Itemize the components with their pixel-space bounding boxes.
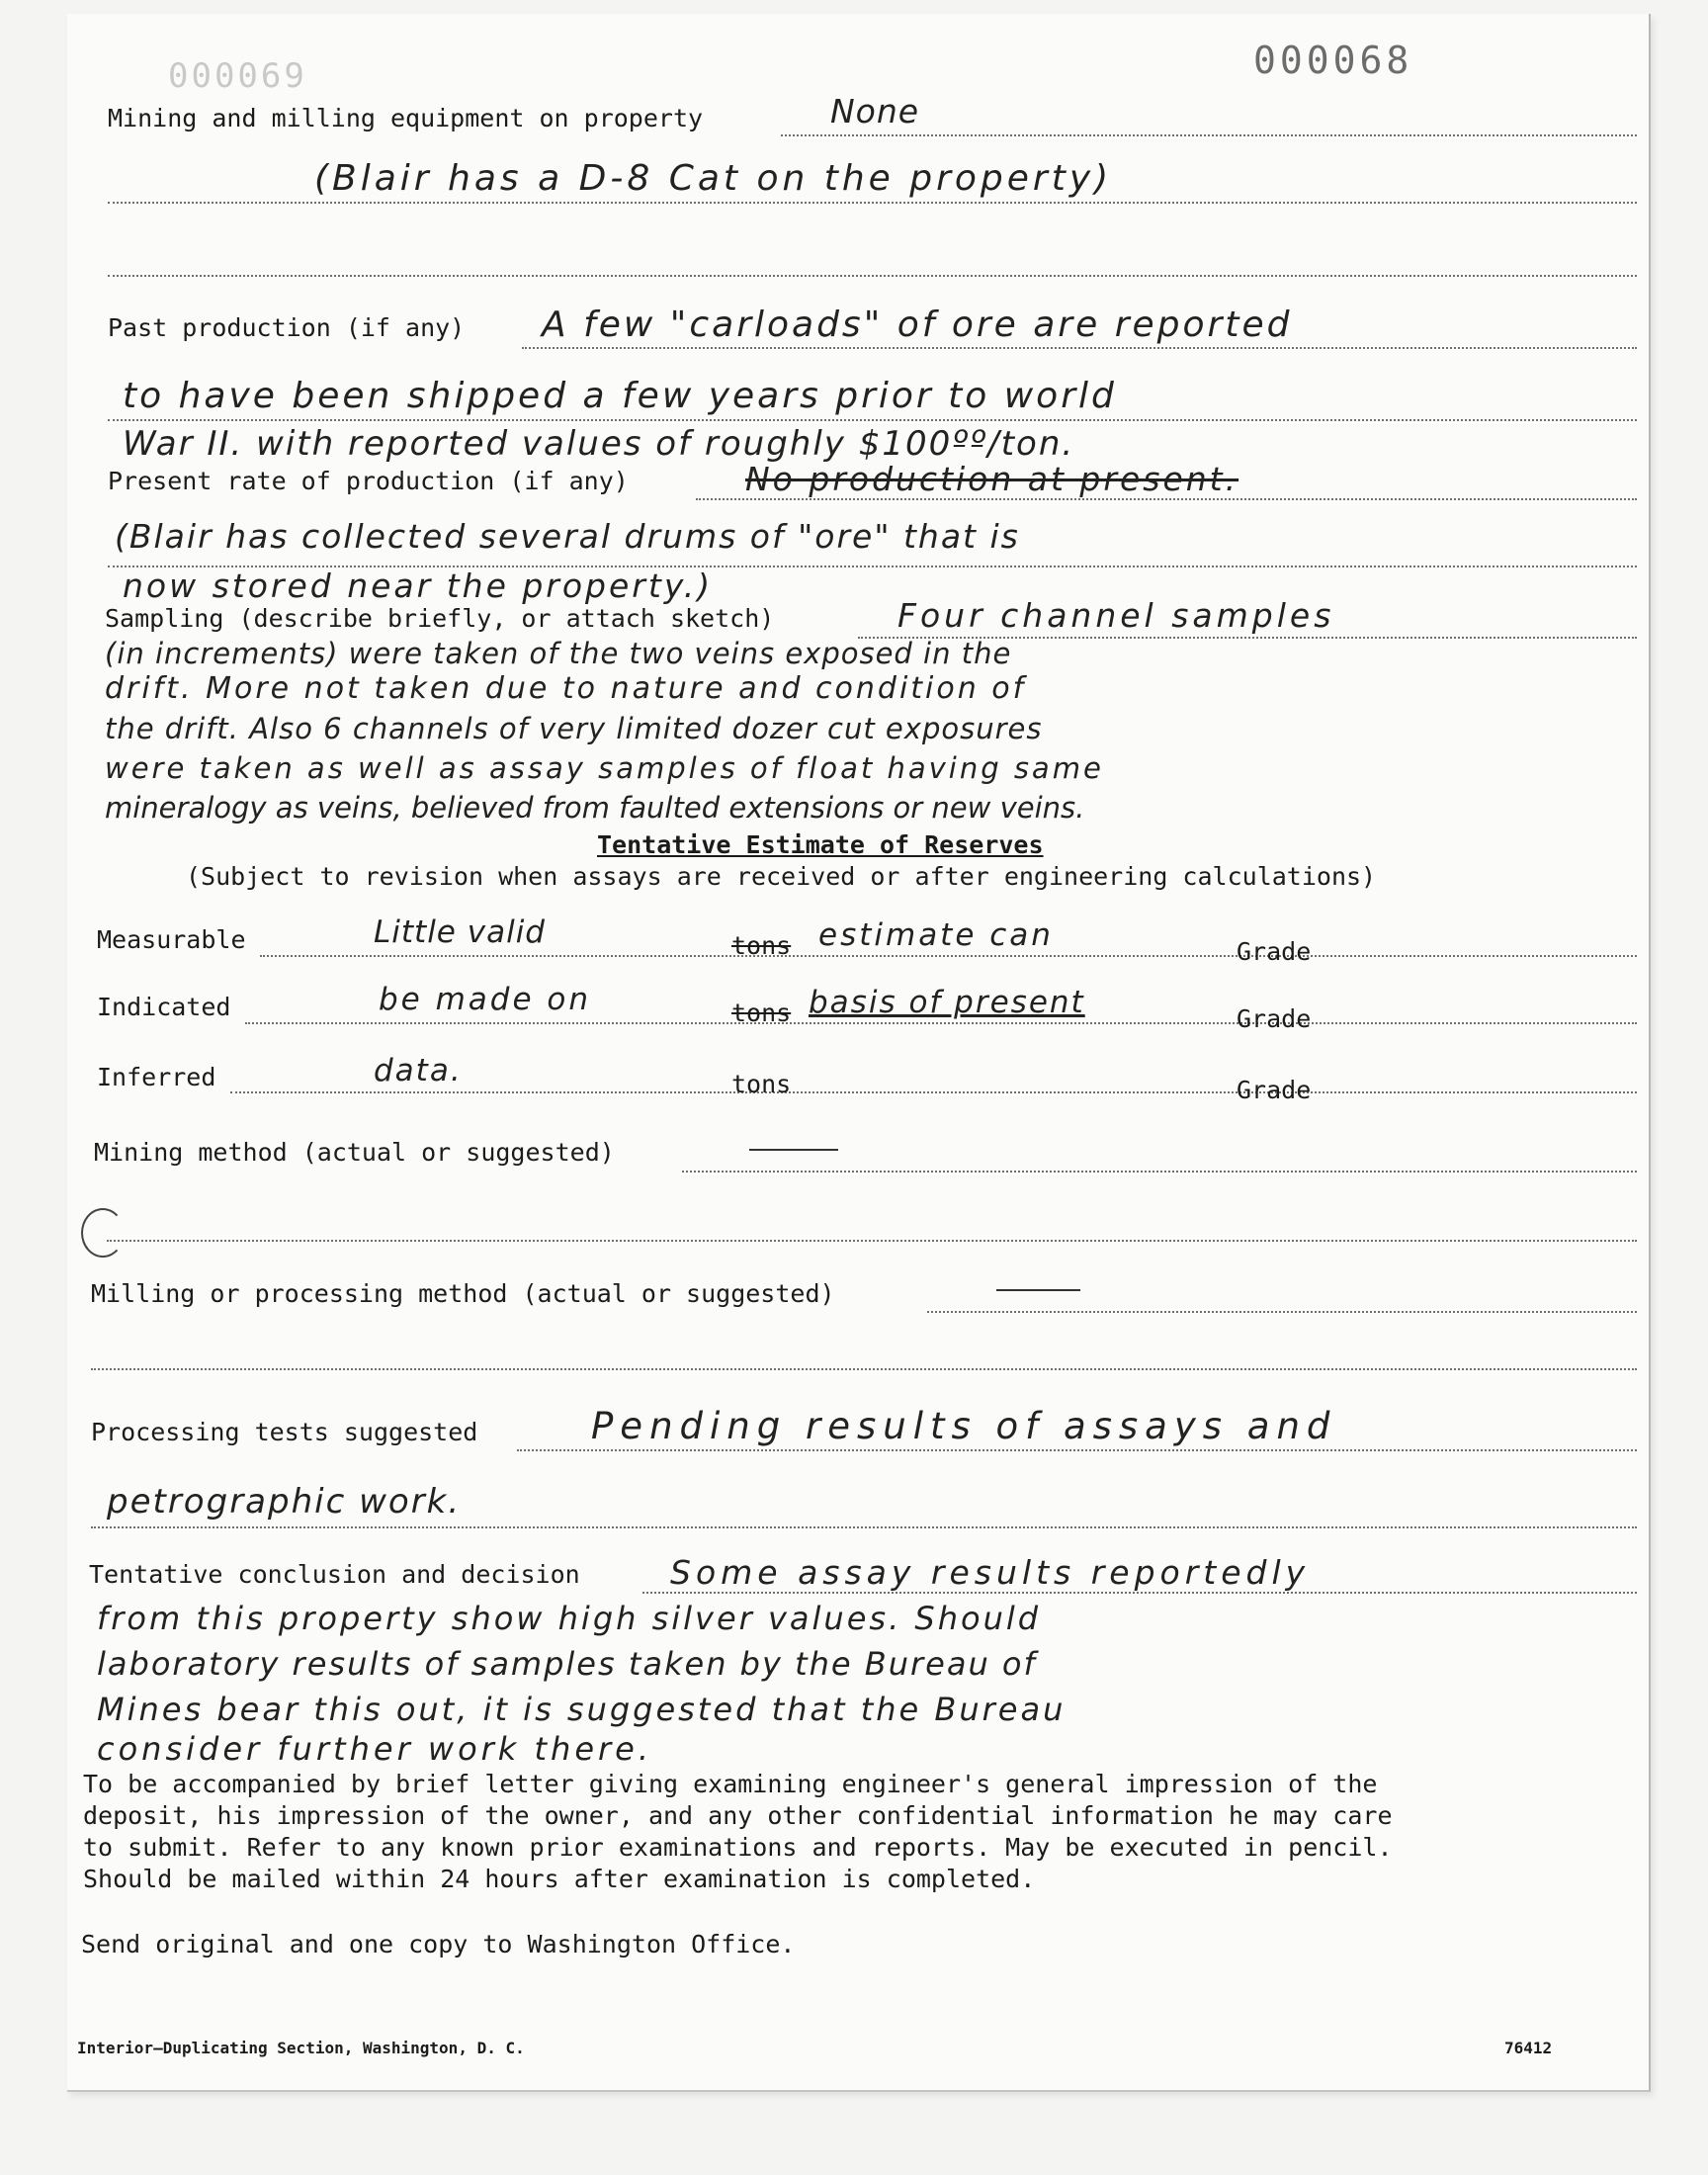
indicated-rule bbox=[245, 1022, 1637, 1024]
processing-tests-answer-1: Pending results of assays and bbox=[591, 1405, 1337, 1447]
mining-method-dash bbox=[749, 1149, 838, 1151]
mining-method-label: Mining method (actual or suggested) bbox=[94, 1138, 615, 1167]
present-rate-label: Present rate of production (if any) bbox=[108, 467, 629, 495]
past-production-answer-2: to have been shipped a few years prior to world bbox=[123, 376, 1117, 416]
conclusion-label: Tentative conclusion and decision bbox=[89, 1560, 580, 1589]
inferred-label: Inferred bbox=[97, 1063, 216, 1091]
processing-tests-rule-1 bbox=[517, 1449, 1637, 1451]
reserves-title: Tentative Estimate of Reserves bbox=[597, 830, 1044, 859]
processing-tests-label: Processing tests suggested bbox=[91, 1418, 478, 1446]
past-production-rule-1 bbox=[522, 347, 1637, 349]
equipment-label: Mining and milling equipment on property bbox=[108, 104, 704, 132]
measurable-grade-label: Grade bbox=[1237, 937, 1312, 966]
form-sheet bbox=[67, 14, 1651, 2092]
past-production-answer-1: A few "carloads" of ore are reported bbox=[542, 304, 1293, 345]
present-rate-answer-1: No production at present. bbox=[745, 460, 1239, 498]
binder-hole bbox=[81, 1208, 125, 1258]
milling-method-dash bbox=[996, 1289, 1080, 1291]
inferred-rule bbox=[230, 1091, 1637, 1093]
mining-method-rule-2 bbox=[107, 1240, 1637, 1242]
sampling-label: Sampling (describe briefly, or attach sketch) bbox=[105, 604, 775, 633]
milling-method-label: Milling or processing method (actual or suggested) bbox=[91, 1279, 835, 1308]
conclusion-answer-4: Mines bear this out, it is suggested that the Bureau bbox=[97, 1691, 1067, 1728]
past-production-answer-3: War II. with reported values of roughly $100ºº/ton. bbox=[123, 424, 1075, 464]
indicated-answer-b: basis of present bbox=[809, 985, 1085, 1020]
instructions-line-1: To be accompanied by brief letter giving examining engineer's general impression of the bbox=[83, 1770, 1378, 1798]
conclusion-rule-1 bbox=[642, 1592, 1637, 1594]
milling-method-rule-2 bbox=[91, 1368, 1637, 1370]
reserves-subtitle: (Subject to revision when assays are received or after engineering calculations) bbox=[186, 862, 1377, 891]
instructions-line-3: to submit. Refer to any known prior examinations and reports. May be executed in pencil. bbox=[83, 1833, 1393, 1862]
footer-printer: Interior—Duplicating Section, Washington, D. C. bbox=[77, 2039, 525, 2057]
conclusion-answer-5: consider further work there. bbox=[97, 1730, 653, 1768]
measurable-answer-a: Little valid bbox=[374, 914, 546, 950]
equipment-answer-2: (Blair has a D-8 Cat on the property) bbox=[314, 158, 1113, 199]
present-rate-answer-2: (Blair has collected several drums of "ore" that is bbox=[115, 517, 1020, 556]
instructions-line-2: deposit, his impression of the owner, and any other confidential information he may care bbox=[83, 1801, 1393, 1830]
measurable-answer-b: estimate can bbox=[818, 917, 1054, 953]
sampling-answer-3: drift. More not taken due to nature and condition of bbox=[105, 671, 1027, 706]
footer-form-number: 76412 bbox=[1504, 2039, 1553, 2057]
indicated-label: Indicated bbox=[97, 993, 231, 1021]
sampling-answer-2: (in increments) were taken of the two veins exposed in the bbox=[105, 637, 1012, 670]
past-production-rule-2 bbox=[108, 419, 1637, 421]
present-rate-answer-3: now stored near the property.) bbox=[123, 566, 714, 605]
measurable-tons-label: tons bbox=[731, 931, 792, 960]
indicated-tons-label: tons bbox=[731, 999, 792, 1027]
processing-tests-rule-2 bbox=[91, 1526, 1637, 1528]
measurable-label: Measurable bbox=[97, 925, 246, 954]
sampling-answer-1: Four channel samples bbox=[897, 596, 1335, 635]
measurable-rule bbox=[260, 955, 1637, 957]
send-to-text: Send original and one copy to Washington Office. bbox=[81, 1930, 796, 1958]
inferred-grade-label: Grade bbox=[1237, 1076, 1312, 1104]
past-production-label: Past production (if any) bbox=[108, 313, 466, 342]
equipment-rule-1 bbox=[781, 134, 1637, 136]
equipment-answer-1: None bbox=[830, 92, 920, 130]
sampling-answer-4: the drift. Also 6 channels of very limited dozer cut exposures bbox=[105, 712, 1043, 745]
conclusion-answer-1: Some assay results reportedly bbox=[670, 1553, 1311, 1592]
faded-document-number: 000069 bbox=[168, 56, 307, 96]
indicated-grade-label: Grade bbox=[1237, 1004, 1312, 1033]
equipment-rule-2 bbox=[108, 202, 1637, 204]
equipment-rule-3 bbox=[108, 275, 1637, 277]
conclusion-answer-3: laboratory results of samples taken by the Bureau of bbox=[97, 1645, 1037, 1683]
processing-tests-answer-2: petrographic work. bbox=[107, 1482, 462, 1522]
conclusion-answer-2: from this property show high silver values. Should bbox=[97, 1600, 1042, 1637]
instructions-line-4: Should be mailed within 24 hours after examination is completed. bbox=[83, 1865, 1036, 1893]
inferred-answer-a: data. bbox=[374, 1053, 463, 1088]
inferred-tons-label: tons bbox=[731, 1070, 792, 1098]
sampling-answer-5: were taken as well as assay samples of float having same bbox=[105, 751, 1104, 785]
mining-method-rule-1 bbox=[682, 1171, 1637, 1173]
sampling-answer-6: mineralogy as veins, believed from faulted extensions or new veins. bbox=[105, 791, 1085, 825]
milling-method-rule-1 bbox=[927, 1311, 1637, 1313]
document-number-stamp: 000068 bbox=[1253, 39, 1413, 82]
indicated-answer-a: be made on bbox=[379, 982, 592, 1017]
present-rate-rule-1 bbox=[696, 498, 1637, 500]
